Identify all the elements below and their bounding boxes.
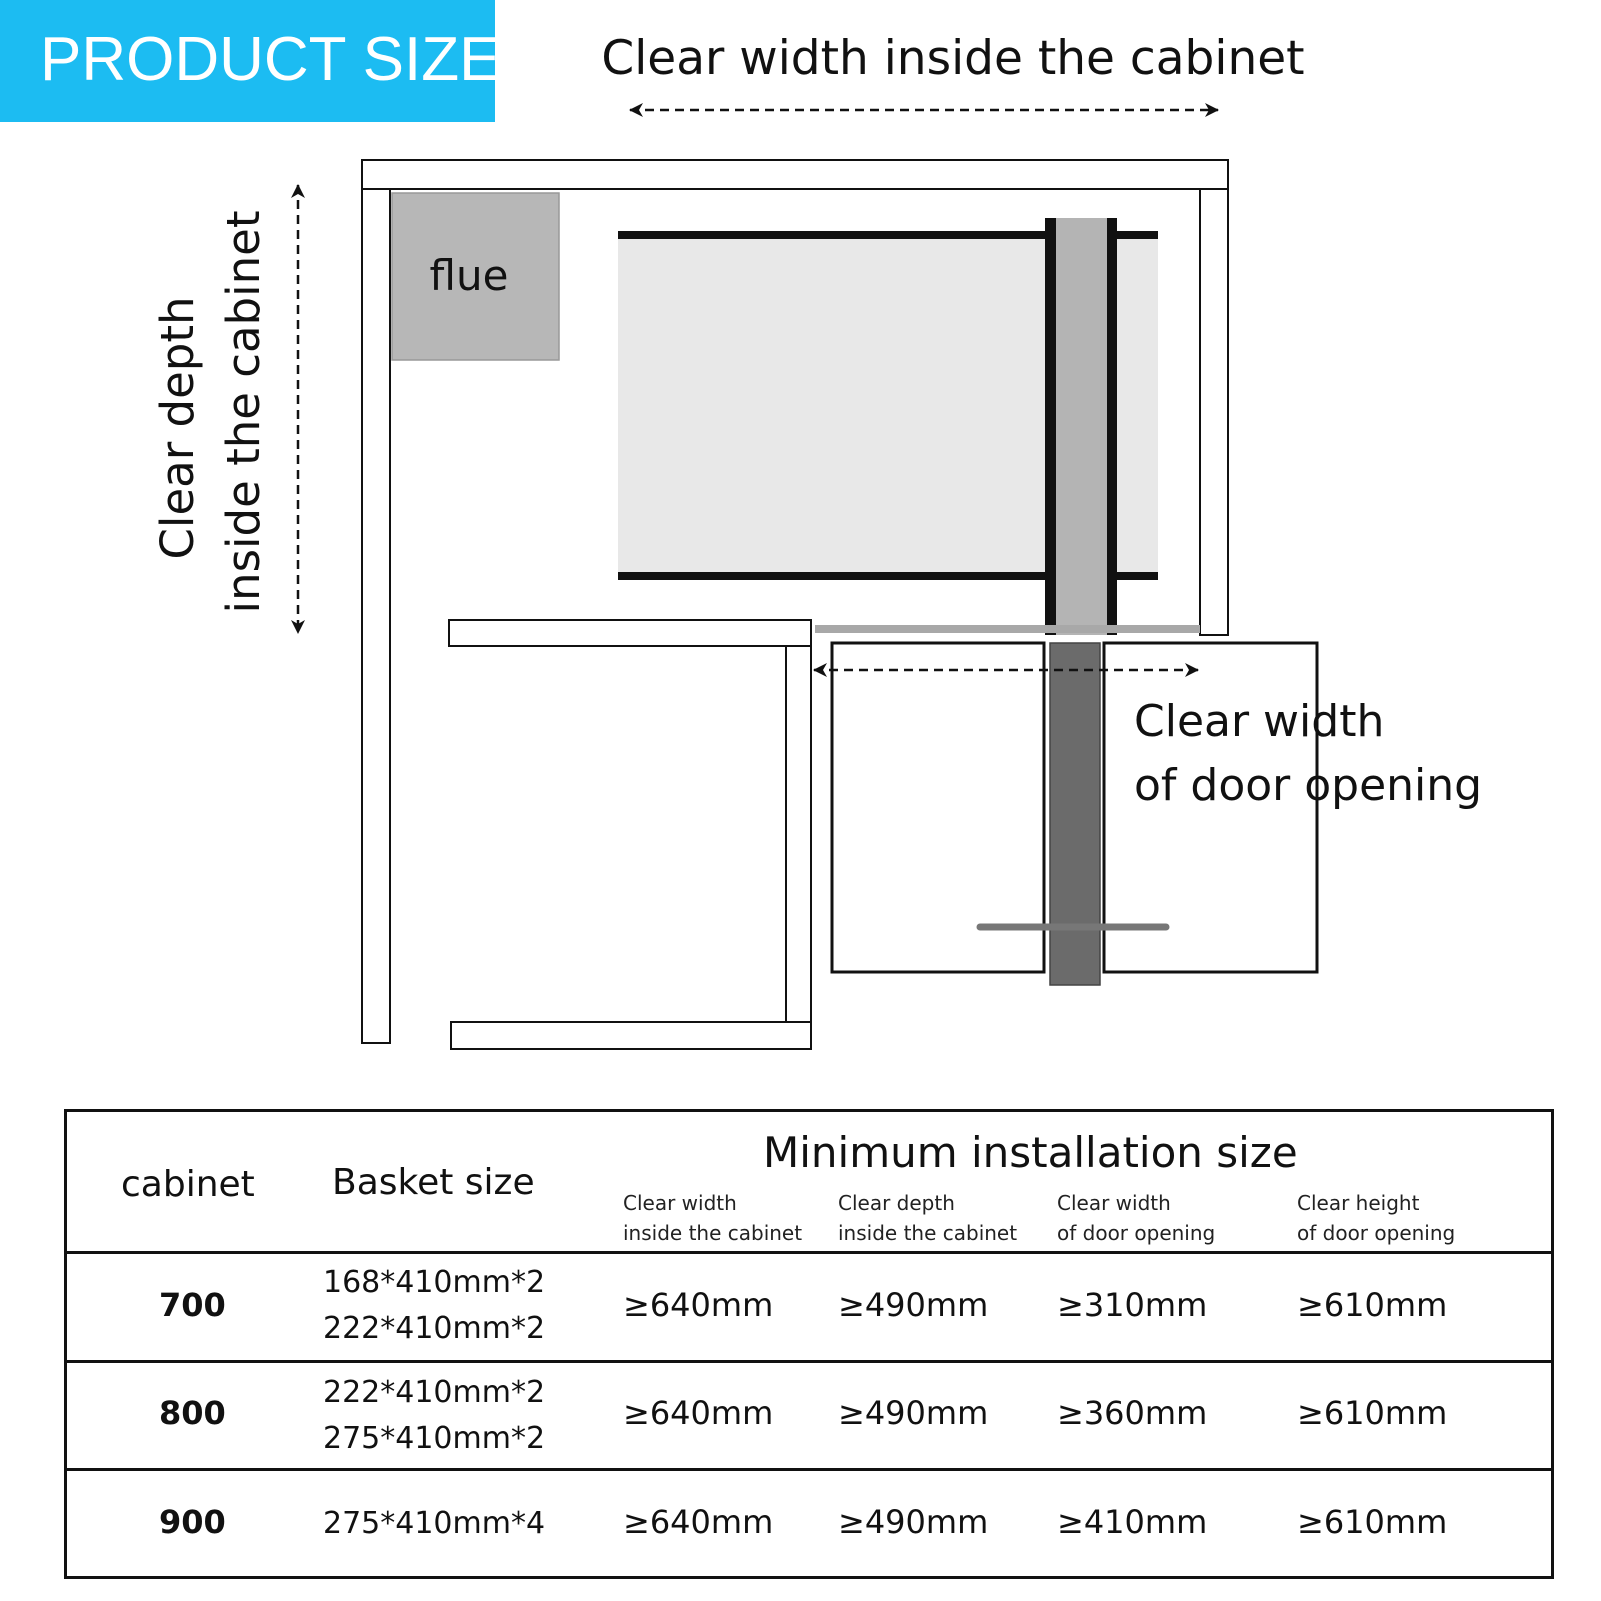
row-700-clear-depth: ≥490mm	[838, 1286, 989, 1324]
door-width-label-line1: Clear width	[1134, 696, 1385, 747]
door-width-label-line2: of door opening	[1134, 760, 1483, 811]
row-700-door-width: ≥310mm	[1057, 1286, 1208, 1324]
row-900-clear-depth: ≥490mm	[838, 1503, 989, 1541]
row-700-cabinet: 700	[159, 1286, 226, 1324]
pole-upper-right-edge	[1107, 218, 1117, 635]
row-900-basket: 275*410mm*4	[323, 1506, 546, 1541]
subheader-clear-depth-cabinet: Clear depth inside the cabinet	[838, 1191, 1018, 1245]
row-700-basket: 168*410mm*2 222*410mm*2	[323, 1265, 546, 1346]
width-dimension-label: Clear width inside the cabinet	[601, 31, 1305, 86]
cabinet-left-panel	[362, 189, 390, 1043]
row-700-door-height: ≥610mm	[1297, 1286, 1448, 1324]
row-900-door-height: ≥610mm	[1297, 1503, 1448, 1541]
pole-lower	[1050, 643, 1100, 985]
header-basket-size: Basket size	[332, 1162, 535, 1203]
adjacent-cabinet-bottom	[451, 1022, 811, 1049]
cabinet-bottom-rail	[815, 625, 1200, 633]
table-row-divider	[67, 1468, 1551, 1471]
header-cabinet: cabinet	[121, 1164, 255, 1205]
cabinet-right-panel	[1200, 189, 1228, 635]
adjacent-cabinet-top	[449, 620, 811, 646]
subheader-clear-height-door: Clear height of door opening	[1297, 1191, 1456, 1245]
table-row-divider	[67, 1360, 1551, 1363]
header-minimum-installation-size: Minimum installation size	[763, 1128, 1298, 1177]
flue-label: flue	[429, 251, 509, 300]
row-800-door-height: ≥610mm	[1297, 1394, 1448, 1432]
cabinet-top-panel	[362, 160, 1228, 189]
depth-dimension-label-line1: Clear depth	[151, 296, 204, 560]
table-header-divider	[67, 1251, 1551, 1254]
adjacent-cabinet-side	[786, 646, 811, 1022]
row-800-clear-width: ≥640mm	[623, 1394, 774, 1432]
pole-upper	[1054, 218, 1110, 635]
row-900-door-width: ≥410mm	[1057, 1503, 1208, 1541]
pole-upper-left-edge	[1045, 218, 1056, 635]
row-800-basket: 222*410mm*2 275*410mm*2	[323, 1375, 546, 1456]
row-700-clear-width: ≥640mm	[623, 1286, 774, 1324]
door-basket-left	[832, 643, 1044, 972]
row-800-door-width: ≥360mm	[1057, 1394, 1208, 1432]
row-800-clear-depth: ≥490mm	[838, 1394, 989, 1432]
row-800-cabinet: 800	[159, 1394, 226, 1432]
subheader-clear-width-cabinet: Clear width inside the cabinet	[623, 1191, 803, 1245]
banner-title: PRODUCT SIZE	[40, 25, 501, 94]
row-900-clear-width: ≥640mm	[623, 1503, 774, 1541]
row-900-cabinet: 900	[159, 1503, 226, 1541]
subheader-clear-width-door: Clear width of door opening	[1057, 1191, 1216, 1245]
installation-size-table	[64, 1109, 1554, 1579]
depth-dimension-label-line2: inside the cabinet	[217, 210, 270, 614]
